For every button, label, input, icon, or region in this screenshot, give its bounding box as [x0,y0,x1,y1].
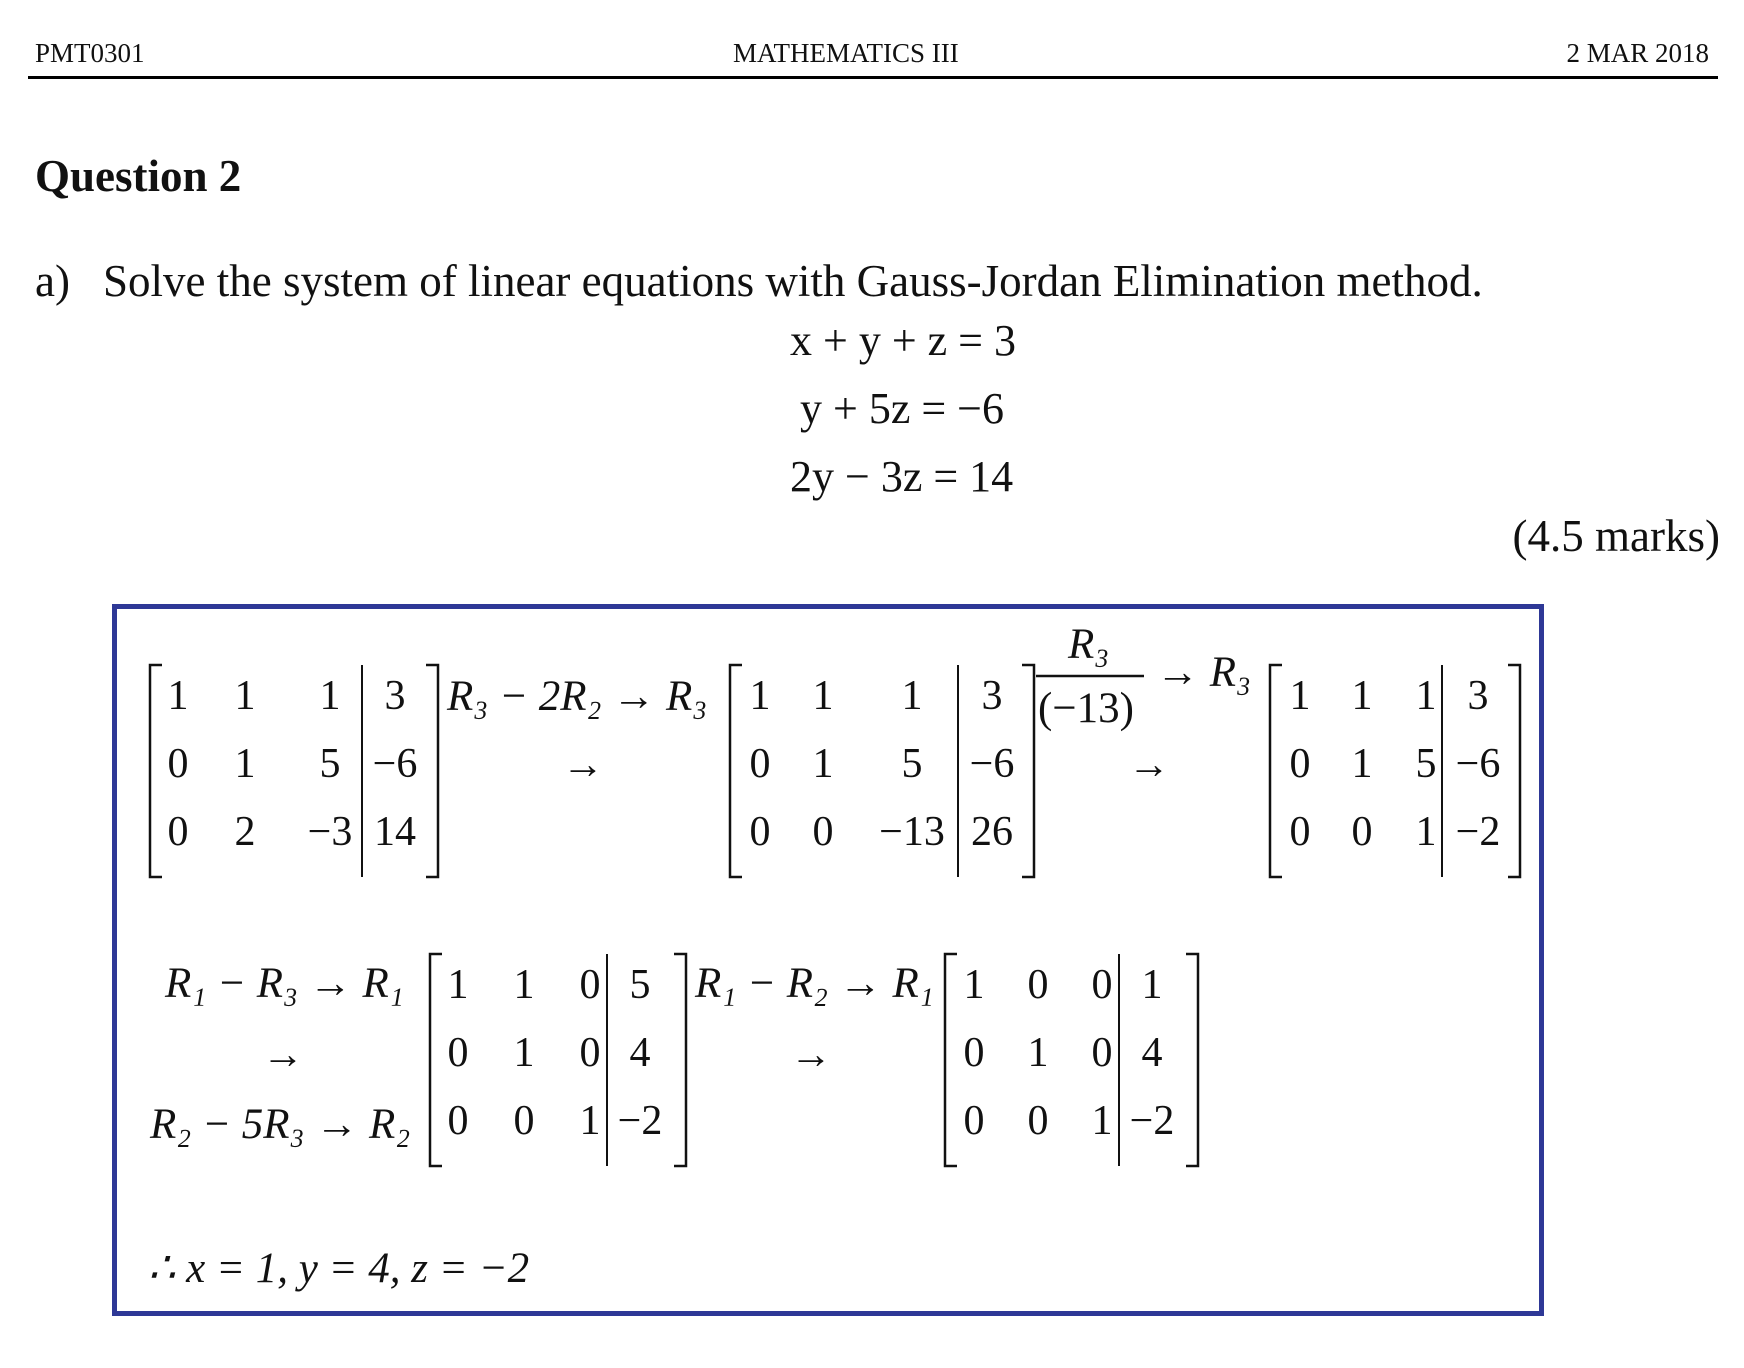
matrix-5-cell-r1c4: 1 [1141,962,1163,1008]
matrix-2-cell-r2c3: 5 [901,741,923,787]
matrix-3-cell-r1c4: 3 [1467,673,1489,719]
marks: (4.5 marks) [1512,511,1720,561]
matrix-4-cell-r1c4: 5 [629,962,651,1008]
matrix-2-cell-r3c2: 0 [812,809,834,855]
matrix-1-left-bracket [150,665,162,877]
arrow-4: → [790,1032,832,1078]
matrix-3-cell-r2c4: −6 [1455,741,1501,787]
matrix-1-cell-r3c4: 14 [374,809,416,855]
matrix-5-cell-r2c3: 0 [1091,1030,1113,1076]
matrix-2-cell-r1c2: 1 [812,673,834,719]
matrix-4-right-bracket [674,954,686,1166]
matrices-row-1 [150,665,1520,877]
matrix-1-cell-r3c1: 0 [167,809,189,855]
matrix-1-cell-r3c2: 2 [234,809,256,855]
matrix-4-cell-r3c2: 0 [513,1098,535,1144]
matrix-1-cell-r1c3: 1 [319,673,341,719]
matrix-5-cell-r2c4: 4 [1141,1030,1163,1076]
matrix-3-cell-r2c2: 1 [1351,741,1373,787]
matrix-1-cell-r2c4: −6 [372,741,418,787]
matrix-1-cell-r2c1: 0 [167,741,189,787]
matrix-5-cell-r1c2: 0 [1027,962,1049,1008]
matrix-4-cell-r2c4: 4 [629,1030,651,1076]
matrix-3-right-bracket [1508,665,1520,877]
conclusion: ∴ x = 1, y = 4, z = −2 [148,1245,530,1292]
matrix-3-cell-r2c3: 5 [1415,741,1437,787]
arrow-2: → [1128,742,1170,788]
op2-numerator: R₃ [1068,621,1110,668]
equation-2: y + 5z = −6 [800,384,1004,433]
matrix-4-cell-r1c3: 0 [579,962,601,1008]
matrix-2-cell-r1c4: 3 [981,673,1003,719]
matrix-2-right-bracket [1022,665,1034,877]
question-title: Question 2 [35,151,242,201]
matrix-5-right-bracket [1186,954,1198,1166]
matrix-2-cell-r3c3: −13 [879,809,945,855]
matrix-5-cell-r2c1: 0 [963,1030,985,1076]
matrix-1-cell-r1c2: 1 [234,673,256,719]
matrix-2-cell-r1c3: 1 [901,673,923,719]
matrix-3-cell-r2c1: 0 [1289,741,1311,787]
matrix-5-cell-r3c1: 0 [963,1098,985,1144]
matrix-3-cell-r3c1: 0 [1289,809,1311,855]
arrow-1: → [562,742,604,788]
matrix-2-cell-r1c1: 1 [749,673,771,719]
matrix-5-cell-r3c4: −2 [1129,1098,1175,1144]
matrix-2-cell-r3c1: 0 [749,809,771,855]
matrix-1-cell-r1c1: 1 [167,673,189,719]
matrix-4-cell-r3c3: 1 [579,1098,601,1144]
matrix-1-cell-r3c3: −3 [307,809,353,855]
part-text: Solve the system of linear equations with Gauss-Jordan Elimination method. [103,256,1483,306]
matrix-5-cell-r2c2: 1 [1027,1030,1049,1076]
matrix-5-cell-r1c1: 1 [963,962,985,1008]
matrix-2-left-bracket [730,665,742,877]
matrix-4-cell-r2c2: 1 [513,1030,535,1076]
matrix-4-cell-r2c1: 0 [447,1030,469,1076]
matrix-1-right-bracket [426,665,438,877]
op2-target: → R₃ [1156,649,1251,696]
matrix-4-cell-r1c1: 1 [447,962,469,1008]
part-label: a) [35,256,70,306]
matrix-5-cell-r3c3: 1 [1091,1098,1113,1144]
matrix-5-cell-r3c2: 0 [1027,1098,1049,1144]
matrix-3-cell-r3c2: 0 [1351,809,1373,855]
op-r3-minus-2r2: R₃ − 2R₂ → R₃ [447,673,708,720]
op-r1-minus-r3: R₁ − R₃ → R₁ [165,960,404,1007]
matrix-4-cell-r3c1: 0 [447,1098,469,1144]
matrix-4-left-bracket [430,954,442,1166]
equation-1: x + y + z = 3 [790,316,1016,365]
matrix-3-cell-r3c4: −2 [1455,809,1501,855]
op2-denominator: (−13) [1038,685,1134,732]
matrix-2-cell-r3c4: 26 [971,809,1013,855]
op-r1-minus-r2: R₁ − R₂ → R₁ [695,960,934,1007]
matrix-1-cell-r1c4: 3 [384,673,406,719]
op-r2-minus-5r3: R₂ − 5R₃ → R₂ [150,1101,411,1148]
matrix-1-cell-r2c3: 5 [319,741,341,787]
matrix-3-cell-r3c3: 1 [1415,809,1437,855]
matrix-2-cell-r2c2: 1 [812,741,834,787]
matrix-2-cell-r2c4: −6 [969,741,1015,787]
matrix-3-cell-r1c1: 1 [1289,673,1311,719]
matrix-4-cell-r1c2: 1 [513,962,535,1008]
matrix-1-cell-r2c2: 1 [234,741,256,787]
course-code: PMT0301 [35,38,145,68]
matrix-3-cell-r1c2: 1 [1351,673,1373,719]
matrix-5-left-bracket [945,954,957,1166]
matrix-3-cell-r1c3: 1 [1415,673,1437,719]
exam-date: 2 MAR 2018 [1566,38,1709,68]
equation-3: 2y − 3z = 14 [790,452,1014,501]
matrix-3-left-bracket [1270,665,1282,877]
matrix-2-cell-r2c1: 0 [749,741,771,787]
subject-title: MATHEMATICS III [733,38,959,68]
arrow-3: → [262,1032,304,1078]
matrix-4-cell-r3c4: −2 [617,1098,663,1144]
matrix-5-cell-r1c3: 0 [1091,962,1113,1008]
matrix-4-cell-r2c3: 0 [579,1030,601,1076]
